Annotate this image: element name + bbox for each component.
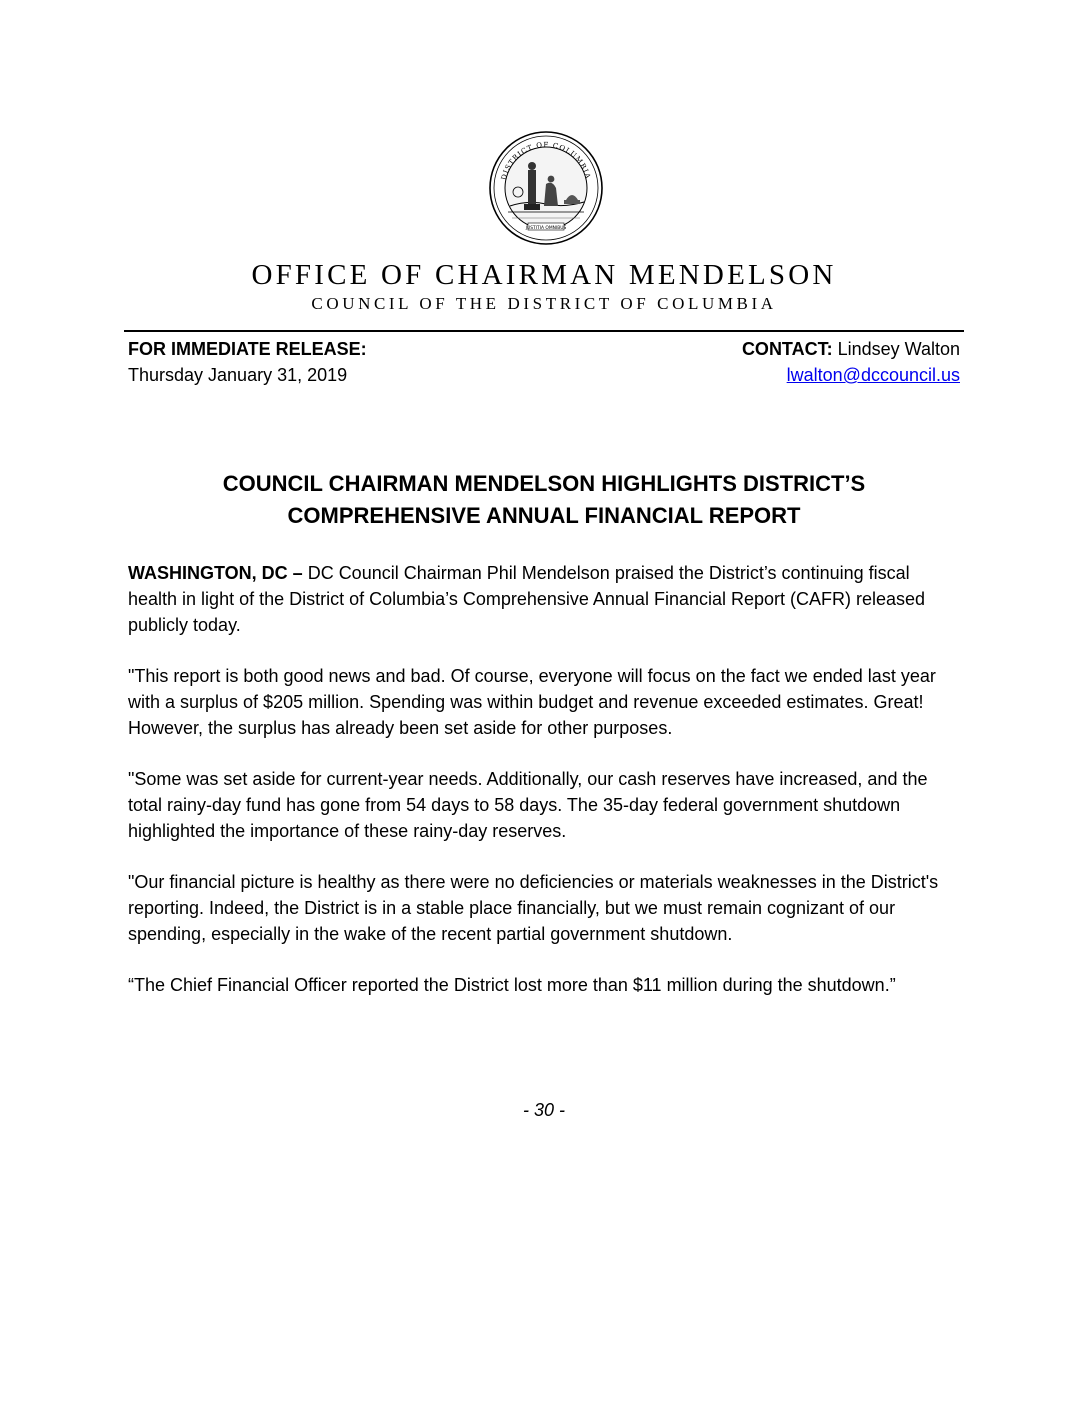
svg-text:DISTRICT OF COLUMBIA: DISTRICT OF COLUMBIA — [499, 140, 593, 181]
body-paragraph-1 — [128, 560, 948, 638]
paragraph-1-text: DC Council Chairman Phil Mendelson praised the District’s continuing fiscal health in light of the District of Columbia’s Comprehensive Annual Financial Report (CAFR) released publicly today. — [128, 563, 926, 635]
header-divider — [124, 330, 964, 332]
office-subtitle: COUNCIL OF THE DISTRICT OF COLUMBIA — [311, 294, 777, 313]
release-label: FOR IMMEDIATE RELEASE: — [128, 339, 367, 359]
contact-name: Lindsey Walton — [832, 339, 960, 359]
body-paragraph-2: "This report is both good news and bad. Of course, everyone will focus on the fact we ended last year with a surplus of $205 million. Spending was within budget and revenue exceeded estimates. Great! However, the surplus has already been set aside for other purposes. — [128, 666, 936, 738]
svg-text:JUSTITIA OMNIBUS: JUSTITIA OMNIBUS — [525, 226, 567, 231]
press-release-body — [128, 560, 948, 1023]
dateline: WASHINGTON, DC – — [128, 563, 303, 583]
contact-label: CONTACT: — [741, 339, 833, 359]
contact-line — [742, 337, 960, 361]
body-paragraph-5: “The Chief Financial Officer reported the District lost more than $11 million during the shutdown.” — [128, 975, 896, 995]
contact-email-link[interactable]: lwalton@dccouncil.us — [786, 365, 960, 385]
release-date: Thursday January 31, 2019 — [128, 365, 348, 385]
district-of-columbia-seal — [488, 130, 604, 246]
headline-line-1: COUNCIL CHAIRMAN MENDELSON HIGHLIGHTS DISTRICT’S — [222, 471, 866, 496]
office-title: OFFICE OF CHAIRMAN MENDELSON — [251, 259, 837, 291]
page-number: - 30 - — [522, 1100, 565, 1120]
body-paragraph-4: "Our financial picture is healthy as there were no deficiencies or materials weaknesses in the District's reporting. Indeed, the District is in a stable place financially, but we must remain cognizant of our spending, especially in the wake of the recent partial government shutdown. — [128, 872, 939, 944]
headline-line-2: COMPREHENSIVE ANNUAL FINANCIAL REPORT — [287, 503, 801, 528]
press-release-headline — [124, 468, 964, 532]
body-paragraph-3: "Some was set aside for current-year needs. Additionally, our cash reserves have increased, and the total rainy-day fund has gone from 54 days to 58 days. The 35-day federal government shutdown highlighted the importance of these rainy-day reserves. — [128, 769, 928, 841]
